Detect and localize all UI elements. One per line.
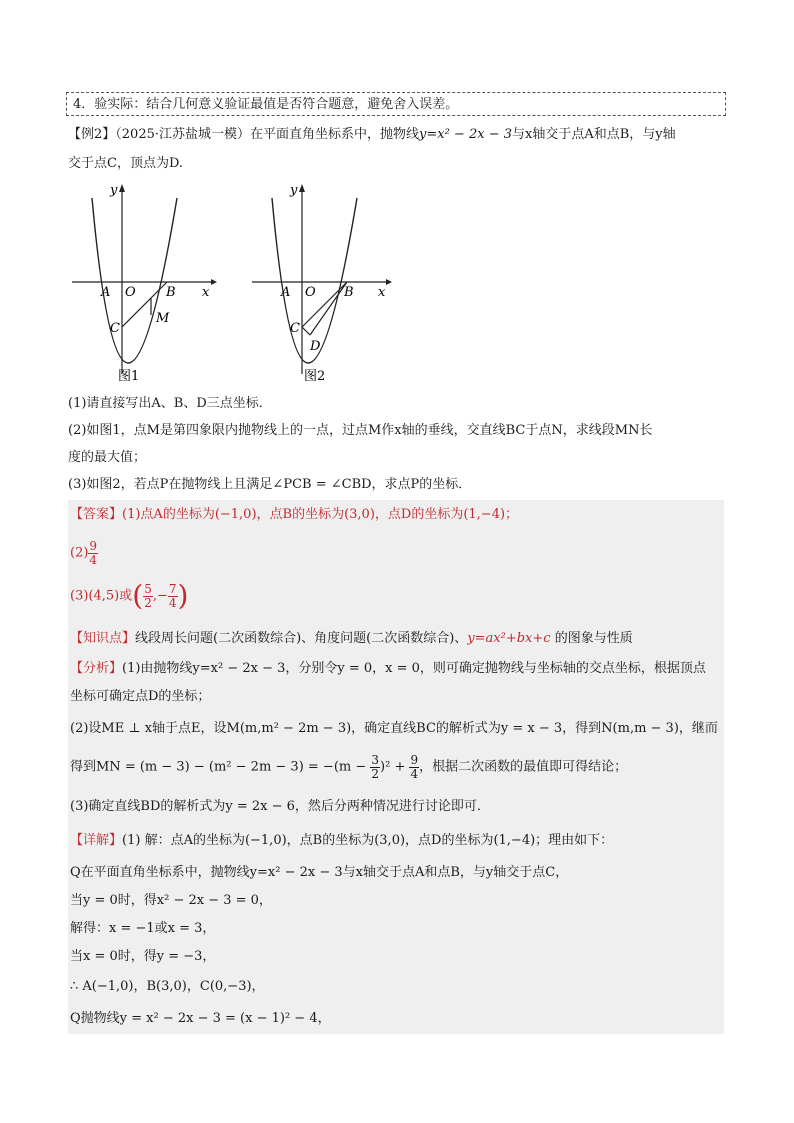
tip-box bbox=[66, 92, 726, 116]
example-text: 在平面直角坐标系中，抛物线 bbox=[250, 127, 420, 142]
answer-3-fraction-1 bbox=[143, 583, 153, 609]
answer-3-prefix: (3) bbox=[70, 588, 89, 604]
analysis-p2-pre: 得到MN = (m − 3) − (m² − 2m − 3) = −(m − bbox=[70, 759, 367, 775]
analysis-p2-line-1: (2)设ME ⊥ x轴于点E，设M(m,m² − 2m − 3)，确定直线BC的解析式为y = x − 3，得到N(m,m − 3)，继而 bbox=[70, 721, 718, 736]
example-line-1 bbox=[68, 128, 676, 141]
fig2-x-arrow bbox=[386, 279, 392, 285]
fig2-label-o: O bbox=[305, 285, 316, 300]
fig2-label-b: B bbox=[344, 285, 354, 300]
figure-2 bbox=[248, 180, 398, 390]
example-source: （2025·江苏盐城一模） bbox=[115, 127, 250, 142]
parabola-formula: y=x² − 2x − 3 bbox=[419, 127, 512, 142]
detail-l5: 当x = 0时，得y = −3， bbox=[70, 949, 216, 964]
answer-3-sep: ,− bbox=[152, 588, 168, 604]
knowledge-line bbox=[70, 632, 633, 645]
answer-3-num-2: 7 bbox=[168, 581, 177, 596]
answer-2-prefix: (2) bbox=[70, 545, 89, 561]
answer-3-point-1: (4,5)或 bbox=[88, 588, 133, 604]
analysis-p1-line-1: (1)由抛物线y=x² − 2x − 3，分别令y = 0，x = 0，则可确定抛物线与坐标轴的交点坐标，根据顶点 bbox=[122, 661, 706, 676]
knowledge-formula: y=ax²+bx+c bbox=[467, 631, 551, 646]
answer-1: (1)点A的坐标为(−1,0)，点B的坐标为(3,0)，点D的坐标为(1,−4)； bbox=[122, 507, 519, 522]
question-1: (1)请直接写出A、B、D三点坐标． bbox=[68, 396, 272, 411]
fig1-label-o: O bbox=[125, 285, 136, 300]
knowledge-text: 线段周长问题(二次函数综合)、角度问题(二次函数综合)、 bbox=[135, 631, 468, 646]
fig2-line-cd bbox=[302, 327, 310, 335]
example-line-2: 交于点C，顶点为D. bbox=[68, 156, 184, 171]
detail-l2: Q在平面直角坐标系中，抛物线y=x² − 2x − 3与x轴交于点A和点B，与y轴交于点C， bbox=[70, 865, 569, 880]
answer-3-fraction-2 bbox=[168, 583, 178, 609]
answer-3-num-1: 5 bbox=[144, 581, 152, 596]
detail-l4: 解得：x = −1或x = 3， bbox=[70, 921, 216, 936]
fig1-label-c: C bbox=[110, 321, 120, 336]
fig1-y-arrow bbox=[119, 184, 125, 192]
fig2-y-label: y bbox=[290, 183, 298, 198]
fig2-label-a: A bbox=[281, 285, 291, 300]
analysis-label: 【分析】 bbox=[70, 661, 123, 676]
answer-line-1 bbox=[70, 508, 518, 521]
fig2-caption: 图2 bbox=[304, 369, 326, 384]
detail-l1: (1) 解：点A的坐标为(−1,0)，点B的坐标为(3,0)，点D的坐标为(1,−4)；理由如下： bbox=[122, 833, 614, 848]
knowledge-tail: 的图象与性质 bbox=[550, 631, 633, 646]
figure-1 bbox=[68, 180, 218, 390]
answer-3-den-2: 4 bbox=[168, 595, 177, 610]
question-2-line-2: 度的最大值； bbox=[68, 450, 147, 465]
analysis-p3: (3)确定直线BD的解析式为y = 2x − 6，然后分两种情况进行讨论即可． bbox=[70, 799, 490, 814]
fig1-label-m: M bbox=[156, 311, 170, 326]
fig1-caption: 图1 bbox=[118, 369, 140, 384]
fig1-label-b: B bbox=[166, 285, 176, 300]
answer-2 bbox=[70, 540, 98, 566]
detail-l3: 当y = 0时，得x² − 2x − 3 = 0， bbox=[70, 893, 272, 908]
question-2-line-1: (2)如图1，点M是第四象限内抛物线上的一点，过点M作x轴的垂线，交直线BC于点N，求线段MN长 bbox=[68, 423, 653, 438]
analysis-frac-2-num: 9 bbox=[410, 753, 419, 767]
analysis-p2-post: ，根据二次函数的最值即可得结论； bbox=[419, 759, 628, 775]
analysis-line-1 bbox=[70, 662, 706, 675]
analysis-frac-1-den: 2 bbox=[371, 766, 380, 781]
tip-text: 4．验实际：结合几何意义验证最值是否符合题意，避免舍入误差。 bbox=[73, 97, 459, 112]
answer-2-numerator: 9 bbox=[89, 539, 98, 553]
fig2-y-arrow bbox=[299, 184, 305, 192]
answer-3: (3)(4,5)或( $\frac{5}{2}$ ,− $\frac{7}{4}$ ) bbox=[70, 579, 189, 612]
fig2-x-label: x bbox=[378, 285, 386, 300]
detail-label: 【详解】 bbox=[70, 833, 123, 848]
fig2-label-d: D bbox=[310, 339, 321, 354]
fig1-x-label: x bbox=[202, 285, 210, 300]
fig1-x-arrow bbox=[211, 279, 217, 285]
fig2-label-c: C bbox=[290, 321, 300, 336]
analysis-p2-mid: )² + bbox=[380, 759, 406, 775]
question-3: (3)如图2，若点P在抛物线上且满足∠PCB = ∠CBD，求点P的坐标． bbox=[68, 477, 472, 492]
analysis-frac-2 bbox=[409, 754, 419, 780]
fig1-parabola bbox=[92, 198, 177, 363]
answer-3-den-1: 2 bbox=[144, 595, 152, 610]
analysis-p1-line-2: 坐标可确定点D的坐标； bbox=[70, 689, 211, 704]
analysis-frac-1-num: 3 bbox=[371, 753, 380, 767]
answer-label: 【答案】 bbox=[70, 507, 123, 522]
detail-l6: ∴ A(−1,0)，B(3,0)，C(0,−3)， bbox=[70, 979, 265, 994]
answer-2-fraction bbox=[88, 540, 98, 566]
example-label: 【例2】 bbox=[68, 127, 116, 142]
fig1-label-a: A bbox=[101, 285, 111, 300]
detail-line-1 bbox=[70, 834, 613, 847]
example-text-post: 与x轴交于点A和点B，与y轴 bbox=[511, 127, 676, 142]
detail-l7: Q抛物线y = x² − 2x − 3 = (x − 1)² − 4， bbox=[70, 1011, 331, 1026]
analysis-frac-2-den: 4 bbox=[410, 766, 419, 781]
analysis-p2-line-2 bbox=[70, 754, 627, 780]
fig1-y-label: y bbox=[110, 183, 118, 198]
analysis-frac-1 bbox=[370, 754, 380, 780]
knowledge-label: 【知识点】 bbox=[70, 631, 136, 646]
answer-2-denominator: 4 bbox=[89, 552, 98, 567]
